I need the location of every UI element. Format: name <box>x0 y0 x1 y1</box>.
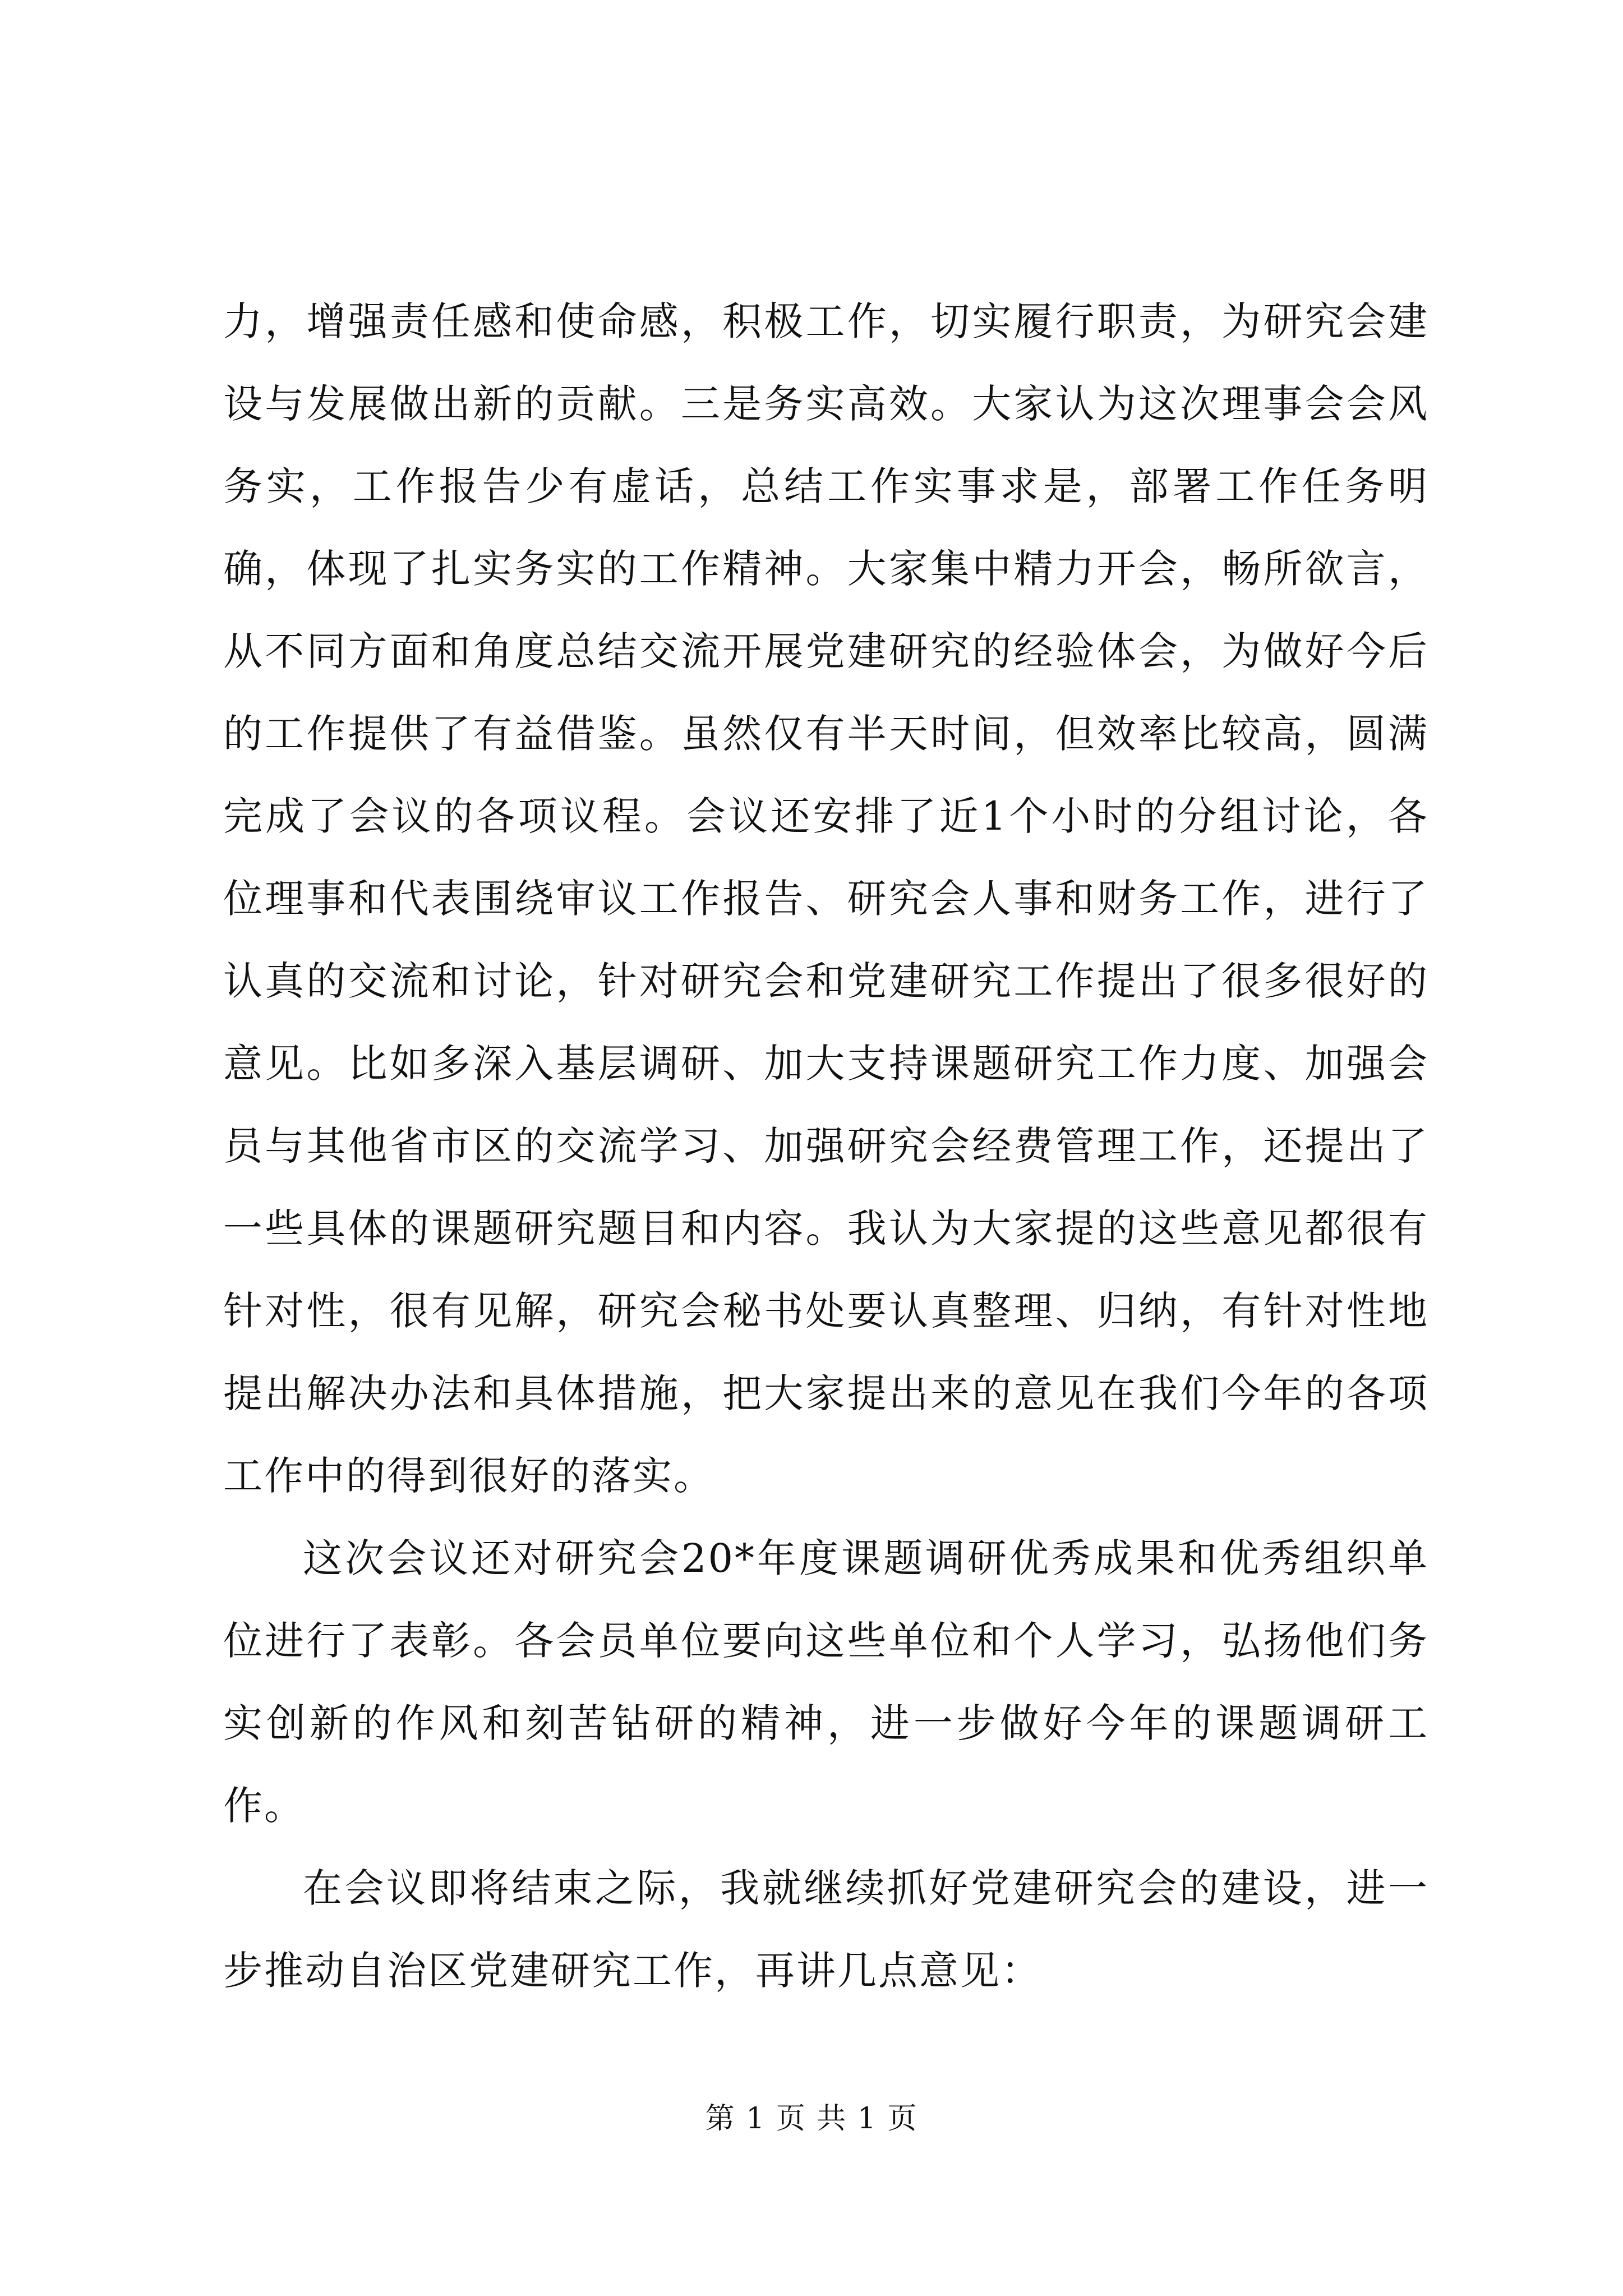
paragraph-1: 力，增强责任感和使命感，积极工作，切实履行职责，为研究会建设与发展做出新的贡献。三是务实高效。大家认为这次理事会会风务实，工作报告少有虚话，总结工作实事求是，部署工作任务明确，体现了扎实务实的工作精神。大家集中精力开会，畅所欲言，从不同方面和角度总结交流开展党建研究的经验体会，为做好今后的工作提供了有益借鉴。虽然仅有半天时间，但效率比较高，圆满完成了会议的各项议程。会议还安排了近1个小时的分组讨论，各位理事和代表围绕审议工作报告、研究会人事和财务工作，进行了认真的交流和讨论，针对研究会和党建研究工作提出了很多很好的意见。比如多深入基层调研、加大支持课题研究工作力度、加强会员与其他省市区的交流学习、加强研究会经费管理工作，还提出了一些具体的课题研究题目和内容。我认为大家提的这些意见都很有针对性，很有见解，研究会秘书处要认真整理、归纳，有针对性地提出解决办法和具体措施，把大家提出来的意见在我们今年的各项工作中的得到很好的落实。 <box>223 298 1429 1499</box>
paragraph-3: 在会议即将结束之际，我就继续抓好党建研究会的建设，进一步推动自治区党建研究工作，再讲几点意见： <box>223 1865 1429 1994</box>
page-footer: 第 1 页 共 1 页 <box>705 2102 918 2136</box>
paragraph-2: 这次会议还对研究会20*年度课题调研优秀成果和优秀组织单位进行了表彰。各会员单位要向这些单位和个人学习，弘扬他们务实创新的作风和刻苦钻研的精神，进一步做好今年的课题调研工作。 <box>223 1535 1429 1829</box>
document-body <box>223 280 1429 2012</box>
